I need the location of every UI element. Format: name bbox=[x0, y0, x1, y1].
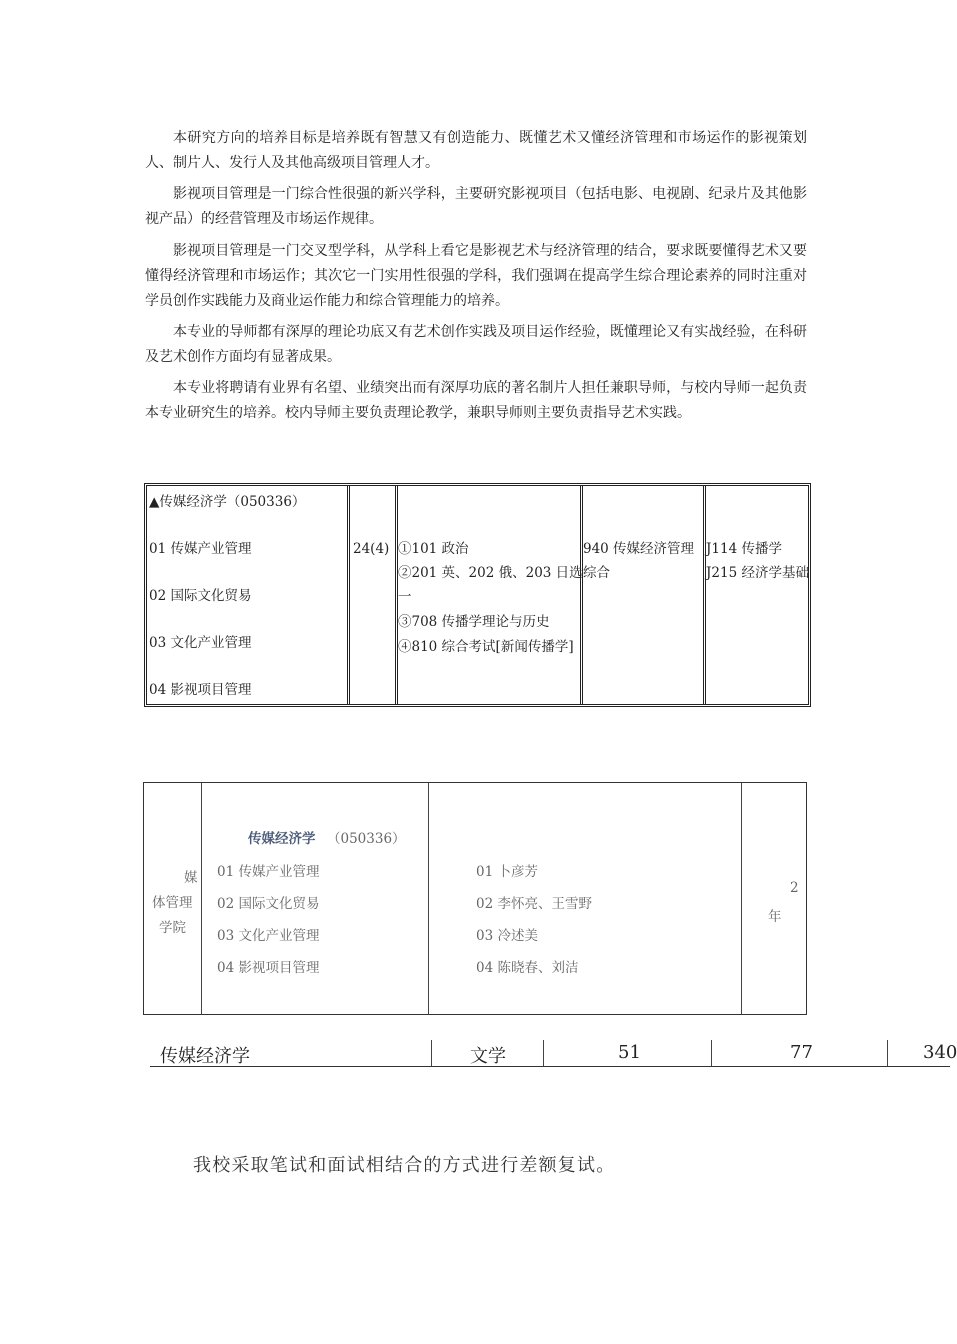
study-years-number: 2 bbox=[790, 880, 799, 896]
advisor-item: 01 卜彦芳 bbox=[476, 864, 538, 880]
closing-statement: 我校采取笔试和面试相结合的方式进行差额复试。 bbox=[193, 1155, 616, 1176]
intro-paragraph-1: 本研究方向的培养目标是培养既有智慧又有创造能力、既懂艺术又懂经济管理和市场运作的影视策划人、制片人、发行人及其他高级项目管理人才。 bbox=[145, 130, 807, 171]
exam-item: 一 bbox=[398, 589, 412, 605]
direction-item: 03 文化产业管理 bbox=[149, 635, 252, 651]
advisor-table bbox=[143, 782, 807, 1015]
addtest-subject: J114 传播学 bbox=[706, 541, 782, 557]
score-value: 51 bbox=[618, 1042, 641, 1063]
major-title: 传媒经济学 bbox=[248, 831, 316, 847]
table-divider bbox=[580, 486, 583, 704]
advisor-item: 03 冷述美 bbox=[476, 928, 538, 944]
advisor-item: 04 陈晓春、刘洁 bbox=[476, 960, 579, 976]
exam-item: ③708 传播学理论与历史 bbox=[398, 614, 550, 630]
retest-subject: 940 传媒经济管理 bbox=[583, 541, 695, 557]
score-value: 340 bbox=[923, 1042, 957, 1063]
table-divider bbox=[887, 1040, 888, 1066]
intro-paragraph-2: 影视项目管理是一门综合性很强的新兴学科，主要研究影视项目（包括电影、电视剧、纪录片及其他影视产品）的经营管理及市场运作规律。 bbox=[145, 186, 807, 227]
table-divider bbox=[711, 1040, 712, 1066]
score-value: 77 bbox=[790, 1042, 813, 1063]
table-divider bbox=[428, 783, 429, 1014]
major-code: （050336） bbox=[327, 831, 406, 847]
exam-item: ②201 英、202 俄、203 日选 bbox=[398, 565, 583, 581]
direction-item: 01 传媒产业管理 bbox=[217, 864, 320, 880]
retest-subject: 综合 bbox=[583, 565, 610, 581]
enrollment-table bbox=[144, 483, 811, 707]
addtest-subject: J215 经济学基础 bbox=[706, 565, 809, 581]
school-name-line: 媒 bbox=[184, 870, 198, 886]
study-years-unit: 年 bbox=[768, 909, 782, 925]
direction-item: 02 国际文化贸易 bbox=[217, 896, 320, 912]
major-title: ▲传媒经济学（050336） bbox=[149, 494, 306, 510]
table-divider bbox=[201, 783, 202, 1014]
exam-item: ①101 政治 bbox=[398, 541, 469, 557]
quota-value: 24(4) bbox=[353, 541, 390, 557]
table-divider bbox=[741, 783, 742, 1014]
table-divider bbox=[703, 486, 706, 704]
table-divider bbox=[431, 1040, 432, 1066]
exam-item: ④810 综合考试[新闻传播学] bbox=[398, 639, 574, 655]
advisor-item: 02 李怀亮、王雪野 bbox=[476, 896, 592, 912]
direction-item: 03 文化产业管理 bbox=[217, 928, 320, 944]
school-name-line: 体管理 bbox=[152, 895, 193, 911]
category-name: 文学 bbox=[470, 1046, 506, 1067]
school-name-line: 学院 bbox=[159, 920, 186, 936]
major-name: 传媒经济学 bbox=[160, 1046, 250, 1067]
intro-paragraph-4: 本专业的导师都有深厚的理论功底又有艺术创作实践及项目运作经验，既懂理论又有实战经验，在科研及艺术创作方面均有显著成果。 bbox=[145, 324, 807, 365]
table-divider bbox=[543, 1040, 544, 1066]
score-row bbox=[150, 1040, 957, 1067]
intro-paragraph-3: 影视项目管理是一门交叉型学科，从学科上看它是影视艺术与经济管理的结合，要求既要懂得艺术又要懂得经济管理和市场运作；其次它一门实用性很强的学科，我们强调在提高学生综合理论素养的同时注重对学员创作实践能力及商业运作能力和综合管理能力的培养。 bbox=[145, 243, 807, 309]
direction-item: 02 国际文化贸易 bbox=[149, 588, 252, 604]
table-divider bbox=[347, 486, 350, 704]
direction-item: 04 影视项目管理 bbox=[217, 960, 320, 976]
intro-paragraph-5: 本专业将聘请有业界有名望、业绩突出而有深厚功底的著名制片人担任兼职导师，与校内导师一起负责本专业研究生的培养。校内导师主要负责理论教学，兼职导师则主要负责指导艺术实践。 bbox=[145, 380, 807, 421]
direction-item: 01 传媒产业管理 bbox=[149, 541, 252, 557]
direction-item: 04 影视项目管理 bbox=[149, 682, 252, 698]
